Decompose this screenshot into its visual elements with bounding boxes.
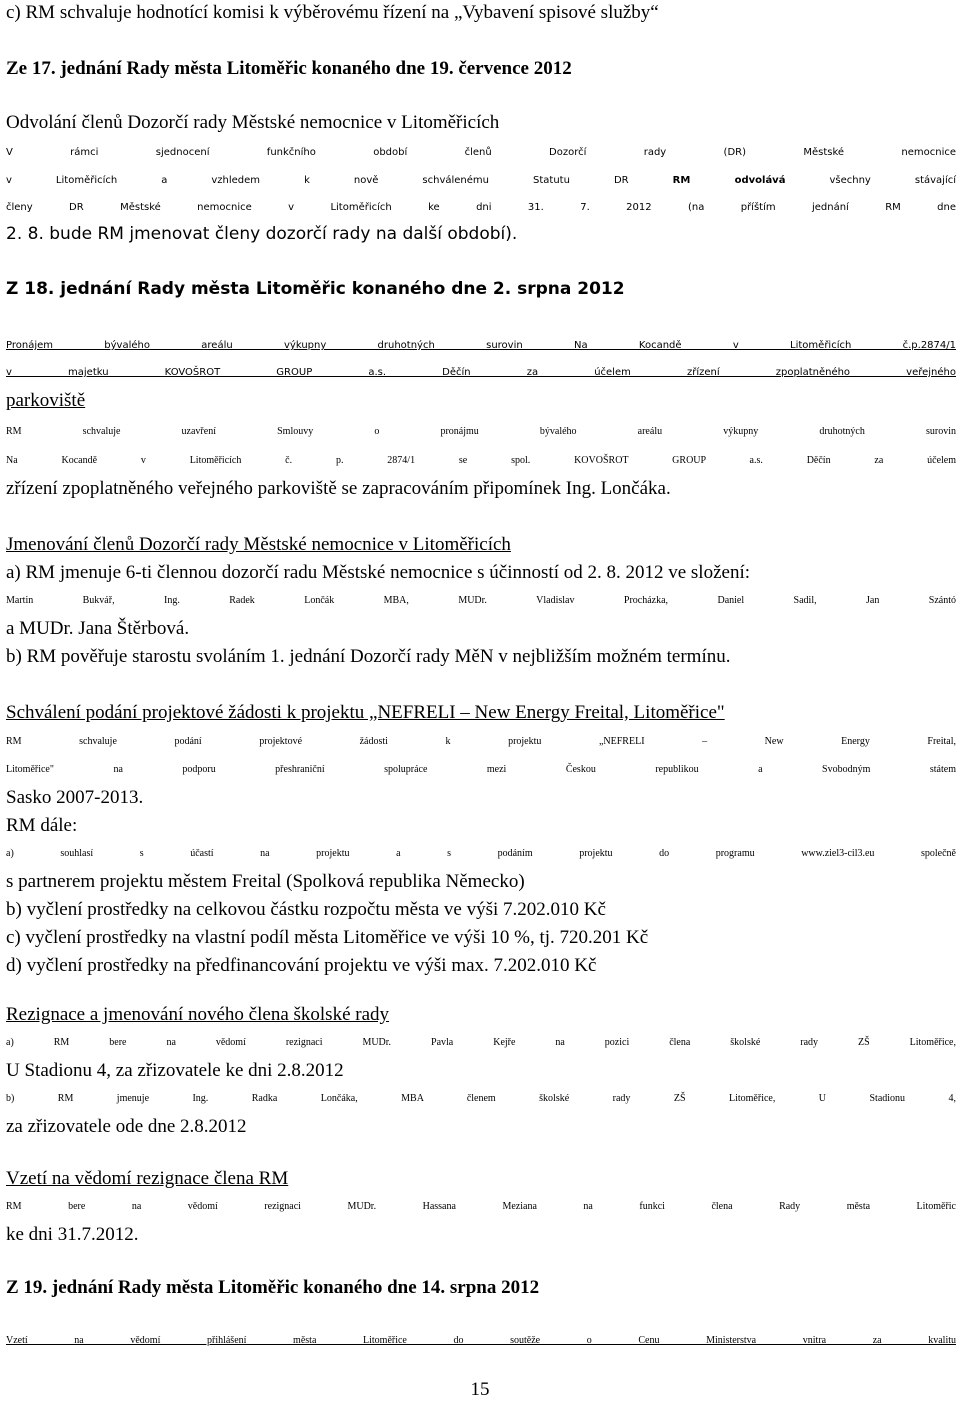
item-title: Schválení podání projektové žádosti k projektu „NEFRELI – New Energy Freital, Litoměřice" — [6, 702, 725, 723]
section-heading: Z 19. jednání Rady města Litoměřic konaného dne 14. srpna 2012 — [6, 1277, 540, 1298]
text-line: b) RM jmenuje Ing. Radka Lončáka, MBA členem školské rady ZŠ Litoměřice, U Stadionu 4, — [6, 1093, 956, 1104]
text-line: c) vyčlení prostředky na vlastní podíl města Litoměřice ve výši 10 %, tj. 720.201 Kč — [6, 927, 649, 948]
text-line: v Litoměřicích a vzhledem k nově schválenému Statutu DR RM odvolává všechny stávající — [6, 175, 956, 186]
text-line: Na Kocandě v Litoměřicích č. p. 2874/1 se spol. KOVOŠROT GROUP a.s. Děčín za účelem — [6, 455, 956, 466]
text-line: RM schvaluje podání projektové žádosti k projektu „NEFRELI – New Energy Freital, — [6, 736, 956, 747]
text-line: b) vyčlení prostředky na celkovou částku rozpočtu města ve výši 7.202.010 Kč — [6, 899, 606, 920]
text-line: Litoměřice" na podporu přeshraniční spolupráce mezi Českou republikou a Svobodným státem — [6, 764, 956, 775]
section-heading: Ze 17. jednání Rady města Litoměřic konaného dne 19. července 2012 — [6, 58, 572, 79]
item-title: Pronájem bývalého areálu výkupny druhotných surovin Na Kocandě v Litoměřicích č.p.2874/1 — [6, 340, 956, 351]
text-line: RM schvaluje uzavření Smlouvy o pronájmu bývalého areálu výkupny druhotných surovin — [6, 426, 956, 437]
text-line: členy DR Městské nemocnice v Litoměřicích ke dni 31. 7. 2012 (na příštím jednání RM dne — [6, 202, 956, 213]
text-line: RM bere na vědomí rezignaci MUDr. Hassana Meziana na funkci člena Rady města Litoměřic — [6, 1201, 956, 1212]
text-line: V rámci sjednocení funkčního období členů Dozorčí rady (DR) Městské nemocnice — [6, 147, 956, 158]
text-line: s partnerem projektu městem Freital (Spolková republika Německo) — [6, 871, 525, 892]
item-title: Jmenování členů Dozorčí rady Městské nemocnice v Litoměřicích — [6, 534, 511, 555]
item-title: Odvolání členů Dozorčí rady Městské nemocnice v Litoměřicích — [6, 112, 500, 133]
page-number: 15 — [470, 1379, 490, 1400]
text-line: a) souhlasí s účastí na projektu a s podáním projektu do programu www.ziel3-cil3.eu společně — [6, 848, 956, 859]
text-line: b) RM pověřuje starostu svoláním 1. jednání Dozorčí rady MěN v nejbližším možném termínu. — [6, 646, 731, 667]
text-line: 2. 8. bude RM jmenovat členy dozorčí rady na další období). — [6, 224, 518, 244]
text-line: a MUDr. Jana Štěrbová. — [6, 618, 190, 639]
item-title: Vzetí na vědomí přihlášení města Litoměřice do soutěže o Cenu Ministerstva vnitra za kvalitu — [6, 1335, 956, 1346]
text-line: zřízení zpoplatněného veřejného parkoviště se zapracováním připomínek Ing. Lončáka. — [6, 478, 671, 499]
text-line: U Stadionu 4, za zřizovatele ke dni 2.8.2012 — [6, 1060, 344, 1081]
text-line: Martin Bukvář, Ing. Radek Lončák MBA, MUDr. Vladislav Procházka, Daniel Sadil, Jan Szántó — [6, 595, 956, 606]
text-line: d) vyčlení prostředky na předfinancování projektu ve výši max. 7.202.010 Kč — [6, 955, 597, 976]
text-line: Sasko 2007-2013. — [6, 787, 144, 808]
item-title: v majetku KOVOŠROT GROUP a.s. Děčín za účelem zřízení zpoplatněného veřejného — [6, 367, 956, 378]
item-title: Vzetí na vědomí rezignace člena RM — [6, 1168, 289, 1189]
text-line: c) RM schvaluje hodnotící komisi k výběrovému řízení na „Vybavení spisové služby“ — [6, 2, 659, 23]
section-heading: Z 18. jednání Rady města Litoměřic konaného dne 2. srpna 2012 — [6, 279, 625, 299]
item-title: Rezignace a jmenování nového člena školské rady — [6, 1004, 390, 1025]
text-line: RM dále: — [6, 815, 78, 836]
text-line: za zřizovatele ode dne 2.8.2012 — [6, 1116, 247, 1137]
text-line: a) RM bere na vědomí rezignaci MUDr. Pavla Kejře na pozici člena školské rady ZŠ Litoměřice, — [6, 1037, 956, 1048]
item-title: parkoviště — [6, 390, 86, 411]
text-line: a) RM jmenuje 6-ti člennou dozorčí radu Městské nemocnice s účinností od 2. 8. 2012 ve složení: — [6, 562, 750, 583]
text-line: ke dni 31.7.2012. — [6, 1224, 139, 1245]
